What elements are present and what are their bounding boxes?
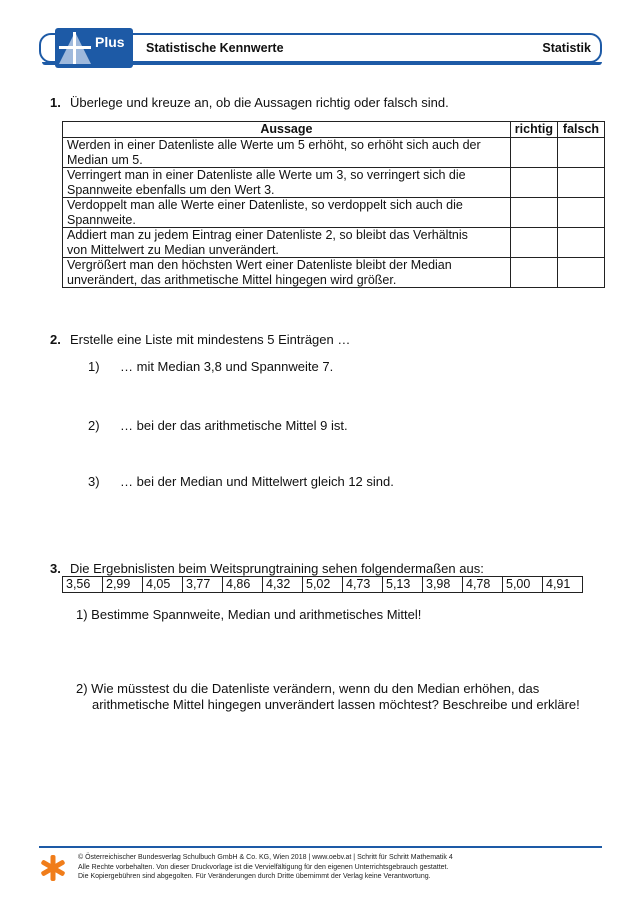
- q2-number: 2.: [50, 332, 61, 347]
- q3-task-1: 1) Bestimme Spannweite, Median und arithmetisches Mittel!: [76, 607, 422, 622]
- statement-line: Spannweite ebenfalls um den Wert 3.: [67, 182, 275, 197]
- false-checkbox[interactable]: [558, 168, 605, 198]
- statement-line: Addiert man zu jedem Eintrag einer Datenliste 2, so bleibt das Verhältnis: [67, 228, 468, 242]
- footer-line: Die Kopiergebühren sind abgegolten. Für Veränderungen durch Dritte übernimmt der Verlag keine Verantwortung.: [78, 873, 431, 880]
- statement-cell: [63, 198, 511, 228]
- footer-text: [78, 853, 453, 882]
- value-cell: 4,05: [143, 577, 183, 593]
- q2-item: [88, 474, 394, 489]
- statement-cell: [63, 228, 511, 258]
- statement-line: Median um 5.: [67, 152, 143, 167]
- statement-line: Werden in einer Datenliste alle Werte um 5 erhöht, so erhöht sich auch der: [67, 138, 481, 152]
- q3-task-2-line-2: arithmetische Mittel hingegen unverändert lassen möchtest? Beschreibe und erkläre!: [92, 697, 580, 712]
- false-checkbox[interactable]: [558, 258, 605, 288]
- statement-row: [63, 138, 605, 168]
- q3-task-2-line-1: 2) Wie müsstest du die Datenliste verändern, wenn du den Median erhöhen, das: [76, 681, 540, 696]
- value-cell: 3,77: [183, 577, 223, 593]
- statement-table: [62, 121, 605, 288]
- statement-line: von Mittelwert zu Median unverändert.: [67, 242, 279, 257]
- value-cell: 4,78: [463, 577, 503, 593]
- value-cell: 5,13: [383, 577, 423, 593]
- statement-line: Spannweite.: [67, 212, 136, 227]
- publisher-star-icon: [40, 854, 66, 882]
- plus-logo: [55, 28, 133, 68]
- item-number: 1): [88, 359, 100, 374]
- statement-cell: [63, 258, 511, 288]
- item-number: 2): [88, 418, 100, 433]
- false-checkbox[interactable]: [558, 198, 605, 228]
- statement-line: Verdoppelt man alle Werte einer Datenliste, so verdoppelt sich auch die: [67, 198, 463, 212]
- true-checkbox[interactable]: [510, 228, 557, 258]
- statement-header-row: [63, 122, 605, 138]
- item-text: … bei der Median und Mittelwert gleich 12 sind.: [120, 474, 394, 489]
- true-checkbox[interactable]: [510, 258, 557, 288]
- q2-item: [88, 418, 348, 433]
- value-cell: 4,32: [263, 577, 303, 593]
- value-cell: 5,00: [503, 577, 543, 593]
- statement-row: [63, 228, 605, 258]
- results-row: [63, 577, 583, 593]
- logo-text: Plus: [95, 34, 125, 50]
- value-cell: 5,02: [303, 577, 343, 593]
- page-title: Statistische Kennwerte: [146, 41, 284, 55]
- value-cell: 2,99: [103, 577, 143, 593]
- value-cell: 4,91: [543, 577, 583, 593]
- false-checkbox[interactable]: [558, 228, 605, 258]
- value-cell: 4,86: [223, 577, 263, 593]
- col-true: richtig: [510, 122, 557, 138]
- false-checkbox[interactable]: [558, 138, 605, 168]
- q3-number: 3.: [50, 561, 61, 576]
- q1-number: 1.: [50, 95, 61, 110]
- true-checkbox[interactable]: [510, 138, 557, 168]
- subject-label: Statistik: [542, 41, 591, 55]
- footer-line: © Österreichischer Bundesverlag Schulbuch GmbH & Co. KG, Wien 2018 | www.oebv.at | Schritt für Schritt Mathematik 4: [78, 854, 453, 861]
- item-text: … mit Median 3,8 und Spannweite 7.: [120, 359, 334, 374]
- col-statement: Aussage: [63, 122, 511, 138]
- q1-text: Überlege und kreuze an, ob die Aussagen richtig oder falsch sind.: [70, 95, 449, 110]
- statement-row: [63, 258, 605, 288]
- true-checkbox[interactable]: [510, 198, 557, 228]
- q2-item: [88, 359, 333, 374]
- statement-line: Vergrößert man den höchsten Wert einer Datenliste bleibt der Median: [67, 258, 452, 272]
- results-table: [62, 576, 583, 593]
- statement-cell: [63, 138, 511, 168]
- statement-row: [63, 198, 605, 228]
- footer-line: Alle Rechte vorbehalten. Von dieser Druckvorlage ist die Vervielfältigung für den eigenen Unterrichtsgebrauch gestattet.: [78, 863, 449, 871]
- q2-text: Erstelle eine Liste mit mindestens 5 Einträgen …: [70, 332, 351, 347]
- value-cell: 4,73: [343, 577, 383, 593]
- value-cell: 3,56: [63, 577, 103, 593]
- statement-cell: [63, 168, 511, 198]
- item-text: … bei der das arithmetische Mittel 9 ist.: [120, 418, 348, 433]
- item-number: 3): [88, 474, 100, 489]
- footer-rule: [39, 846, 602, 848]
- col-false: falsch: [558, 122, 605, 138]
- value-cell: 3,98: [423, 577, 463, 593]
- q3-text: Die Ergebnislisten beim Weitsprungtraining sehen folgendermaßen aus:: [70, 561, 484, 576]
- true-checkbox[interactable]: [510, 168, 557, 198]
- statement-line: unverändert, das arithmetische Mittel hingegen wird größer.: [67, 272, 397, 287]
- statement-row: [63, 168, 605, 198]
- statement-line: Verringert man in einer Datenliste alle Werte um 3, so verringert sich die: [67, 168, 466, 182]
